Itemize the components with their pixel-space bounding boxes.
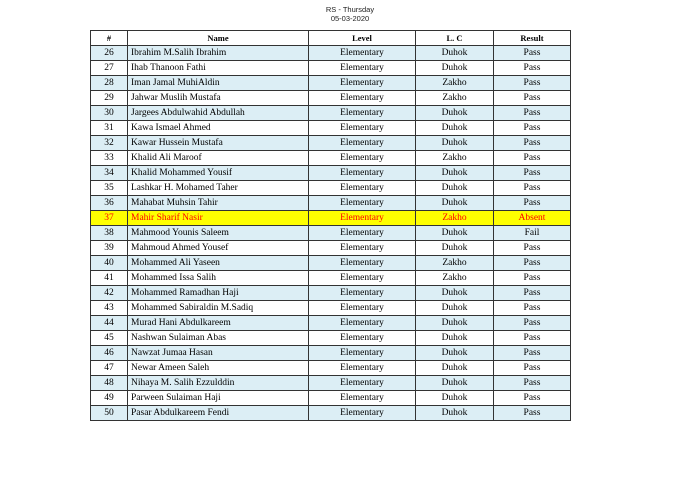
student-level: Elementary	[309, 136, 416, 151]
student-level: Elementary	[309, 361, 416, 376]
row-number: 40	[91, 256, 128, 271]
learning-center: Zakho	[416, 91, 494, 106]
exam-result: Pass	[494, 106, 571, 121]
table-row	[91, 46, 571, 61]
learning-center: Duhok	[416, 121, 494, 136]
row-number: 46	[91, 346, 128, 361]
table-row	[91, 76, 571, 91]
student-name: Pasar Abdulkareem Fendi	[128, 406, 309, 421]
learning-center: Duhok	[416, 136, 494, 151]
learning-center: Zakho	[416, 256, 494, 271]
exam-result: Pass	[494, 241, 571, 256]
student-name: Nawzat Jumaa Hasan	[128, 346, 309, 361]
table-body	[91, 46, 571, 421]
student-name: Mahmood Younis Saleem	[128, 226, 309, 241]
learning-center: Duhok	[416, 166, 494, 181]
student-name: Mohammed Ramadhan Haji	[128, 286, 309, 301]
row-number: 50	[91, 406, 128, 421]
exam-result: Pass	[494, 136, 571, 151]
learning-center: Duhok	[416, 301, 494, 316]
exam-result: Absent	[494, 211, 571, 226]
exam-result: Pass	[494, 271, 571, 286]
student-level: Elementary	[309, 256, 416, 271]
exam-result: Pass	[494, 61, 571, 76]
exam-result: Pass	[494, 361, 571, 376]
row-number: 43	[91, 301, 128, 316]
exam-result: Pass	[494, 391, 571, 406]
row-number: 48	[91, 376, 128, 391]
row-number: 34	[91, 166, 128, 181]
student-name: Parween Sulaiman Haji	[128, 391, 309, 406]
learning-center: Zakho	[416, 76, 494, 91]
learning-center: Duhok	[416, 361, 494, 376]
table-row	[91, 331, 571, 346]
exam-result: Pass	[494, 196, 571, 211]
learning-center: Duhok	[416, 106, 494, 121]
table-row	[91, 361, 571, 376]
results-table	[90, 30, 571, 421]
exam-result: Pass	[494, 91, 571, 106]
exam-result: Pass	[494, 286, 571, 301]
table-row	[91, 61, 571, 76]
student-level: Elementary	[309, 241, 416, 256]
row-number: 47	[91, 361, 128, 376]
exam-result: Pass	[494, 76, 571, 91]
student-name: Mohammed Ali Yaseen	[128, 256, 309, 271]
student-name: Nihaya M. Salih Ezzulddin	[128, 376, 309, 391]
exam-result: Fail	[494, 226, 571, 241]
student-name: Mohammed Issa Salih	[128, 271, 309, 286]
student-level: Elementary	[309, 406, 416, 421]
student-level: Elementary	[309, 46, 416, 61]
table-row	[91, 346, 571, 361]
row-number: 42	[91, 286, 128, 301]
student-name: Khalid Ali Maroof	[128, 151, 309, 166]
learning-center: Duhok	[416, 391, 494, 406]
row-number: 39	[91, 241, 128, 256]
learning-center: Duhok	[416, 331, 494, 346]
student-level: Elementary	[309, 271, 416, 286]
exam-result: Pass	[494, 121, 571, 136]
document-header	[0, 5, 700, 23]
row-number: 35	[91, 181, 128, 196]
student-level: Elementary	[309, 316, 416, 331]
exam-result: Pass	[494, 301, 571, 316]
student-name: Kawar Hussein Mustafa	[128, 136, 309, 151]
table-row	[91, 166, 571, 181]
row-number: 26	[91, 46, 128, 61]
table-row	[91, 391, 571, 406]
learning-center: Zakho	[416, 151, 494, 166]
student-name: Mahir Sharif Nasir	[128, 211, 309, 226]
table-row	[91, 241, 571, 256]
column-header-name: Name	[128, 31, 309, 46]
exam-result: Pass	[494, 151, 571, 166]
table-row	[91, 91, 571, 106]
row-number: 33	[91, 151, 128, 166]
learning-center: Duhok	[416, 226, 494, 241]
row-number: 28	[91, 76, 128, 91]
learning-center: Zakho	[416, 271, 494, 286]
table-header-row	[91, 31, 571, 46]
exam-result: Pass	[494, 376, 571, 391]
student-level: Elementary	[309, 76, 416, 91]
header-date: 05-03-2020	[330, 14, 370, 23]
table-row	[91, 226, 571, 241]
table-row	[91, 121, 571, 136]
learning-center: Duhok	[416, 181, 494, 196]
row-number: 36	[91, 196, 128, 211]
row-number: 30	[91, 106, 128, 121]
column-header-number: #	[91, 31, 128, 46]
exam-result: Pass	[494, 181, 571, 196]
student-level: Elementary	[309, 286, 416, 301]
student-level: Elementary	[309, 331, 416, 346]
student-name: Mahmoud Ahmed Yousef	[128, 241, 309, 256]
learning-center: Duhok	[416, 316, 494, 331]
student-name: Mahabat Muhsin Tahir	[128, 196, 309, 211]
student-level: Elementary	[309, 196, 416, 211]
exam-result: Pass	[494, 406, 571, 421]
learning-center: Duhok	[416, 346, 494, 361]
row-number: 31	[91, 121, 128, 136]
student-level: Elementary	[309, 301, 416, 316]
exam-result: Pass	[494, 346, 571, 361]
table-row	[91, 151, 571, 166]
student-level: Elementary	[309, 151, 416, 166]
student-level: Elementary	[309, 346, 416, 361]
learning-center: Duhok	[416, 406, 494, 421]
row-number: 41	[91, 271, 128, 286]
table-row	[91, 301, 571, 316]
exam-result: Pass	[494, 331, 571, 346]
student-level: Elementary	[309, 211, 416, 226]
row-number: 38	[91, 226, 128, 241]
table-row	[91, 106, 571, 121]
learning-center: Duhok	[416, 286, 494, 301]
student-name: Ihab Thanoon Fathi	[128, 61, 309, 76]
header-title: RS - Thursday	[325, 5, 375, 14]
student-name: Lashkar H. Mohamed Taher	[128, 181, 309, 196]
table-row	[91, 136, 571, 151]
table-row	[91, 286, 571, 301]
learning-center: Duhok	[416, 241, 494, 256]
exam-result: Pass	[494, 166, 571, 181]
student-name: Murad Hani Abdulkareem	[128, 316, 309, 331]
student-level: Elementary	[309, 91, 416, 106]
table-row	[91, 316, 571, 331]
learning-center: Zakho	[416, 211, 494, 226]
row-number: 44	[91, 316, 128, 331]
student-level: Elementary	[309, 226, 416, 241]
student-name: Mohammed Sabiraldin M.Sadiq	[128, 301, 309, 316]
column-header-lc: L. C	[416, 31, 494, 46]
exam-result: Pass	[494, 256, 571, 271]
row-number: 27	[91, 61, 128, 76]
exam-result: Pass	[494, 46, 571, 61]
table-row	[91, 376, 571, 391]
row-number: 49	[91, 391, 128, 406]
student-level: Elementary	[309, 376, 416, 391]
student-level: Elementary	[309, 61, 416, 76]
student-name: Newar Ameen Saleh	[128, 361, 309, 376]
student-name: Jahwar Muslih Mustafa	[128, 91, 309, 106]
column-header-result: Result	[494, 31, 571, 46]
student-name: Khalid Mohammed Yousif	[128, 166, 309, 181]
learning-center: Duhok	[416, 196, 494, 211]
student-level: Elementary	[309, 166, 416, 181]
table-row	[91, 406, 571, 421]
table-row	[91, 211, 571, 226]
learning-center: Duhok	[416, 61, 494, 76]
student-name: Ibrahim M.Salih Ibrahim	[128, 46, 309, 61]
table-row	[91, 271, 571, 286]
student-level: Elementary	[309, 391, 416, 406]
student-name: Jargees Abdulwahid Abdullah	[128, 106, 309, 121]
student-name: Kawa Ismael Ahmed	[128, 121, 309, 136]
student-name: Nashwan Sulaiman Abas	[128, 331, 309, 346]
student-level: Elementary	[309, 121, 416, 136]
learning-center: Duhok	[416, 46, 494, 61]
student-level: Elementary	[309, 181, 416, 196]
exam-result: Pass	[494, 316, 571, 331]
column-header-level: Level	[309, 31, 416, 46]
learning-center: Duhok	[416, 376, 494, 391]
table-row	[91, 256, 571, 271]
student-level: Elementary	[309, 106, 416, 121]
table-row	[91, 181, 571, 196]
row-number: 32	[91, 136, 128, 151]
student-name: Iman Jamal MuhiAldin	[128, 76, 309, 91]
row-number: 37	[91, 211, 128, 226]
row-number: 29	[91, 91, 128, 106]
row-number: 45	[91, 331, 128, 346]
table-row	[91, 196, 571, 211]
